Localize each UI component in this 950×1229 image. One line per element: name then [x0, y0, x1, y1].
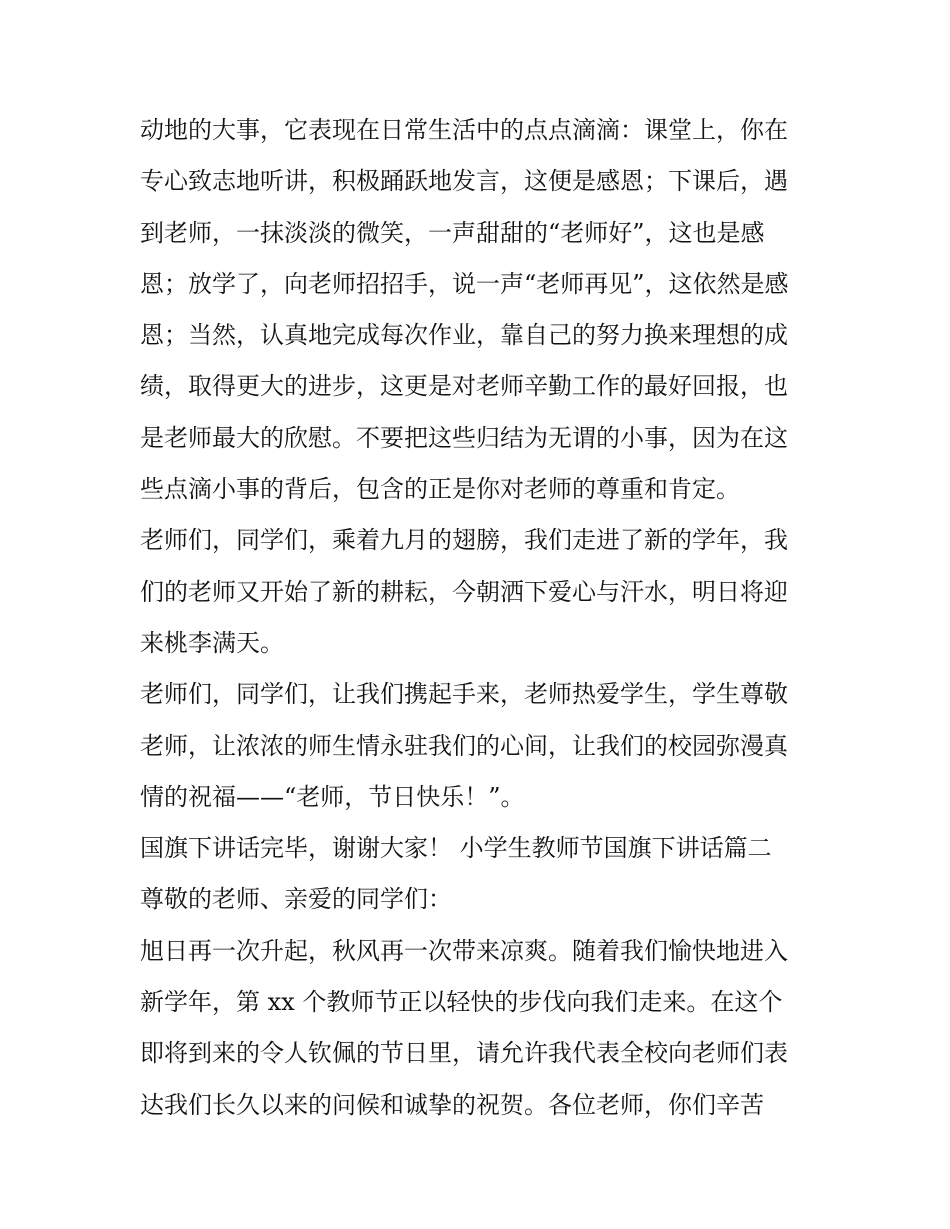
text-line: 达我们长久以来的问候和诚挚的祝贺。各位老师，你们辛苦 — [140, 1090, 764, 1119]
text-line: 老师们，同学们，让我们携起手来，老师热爱学生，学生尊敬 — [140, 680, 788, 709]
text-line: 情的祝福——“老师，节日快乐！”。 — [140, 782, 525, 811]
text-line: 到老师，一抹淡淡的微笑，一声甜甜的“老师好”，这也是感 — [140, 218, 765, 247]
text-line: 尊敬的老师、亲爱的同学们： — [140, 885, 452, 914]
text-line: 恩；当然，认真地完成每次作业，靠自己的努力换来理想的成 — [140, 321, 788, 350]
text-line: 老师们，同学们，乘着九月的翅膀，我们走进了新的学年，我 — [140, 526, 788, 555]
text-line: 旭日再一次升起，秋风再一次带来凉爽。随着我们愉快地进入 — [140, 936, 788, 965]
text-line: 们的老师又开始了新的耕耘，今朝洒下爱心与汗水，明日将迎 — [140, 577, 788, 606]
text-line: 绩，取得更大的进步，这更是对老师辛勤工作的最好回报，也 — [140, 372, 788, 401]
text-line: 些点滴小事的背后，包含的正是你对老师的尊重和肯定。 — [140, 475, 740, 504]
text-line: 老师，让浓浓的师生情永驻我们的心间，让我们的校园弥漫真 — [140, 731, 788, 760]
document-body — [140, 105, 820, 1131]
text-line: 国旗下讲话完毕，谢谢大家！ 小学生教师节国旗下讲话篇二 — [140, 834, 772, 863]
text-line: 恩；放学了，向老师招招手，说一声“老师再见”，这依然是感 — [140, 269, 789, 298]
text-line: 来桃李满天。 — [140, 628, 284, 657]
text-line: 新学年，第 xx 个教师节正以轻快的步伐向我们走来。在这个 — [140, 988, 783, 1017]
text-line: 专心致志地听讲，积极踊跃地发言，这便是感恩；下课后，遇 — [140, 167, 788, 196]
text-line: 动地的大事，它表现在日常生活中的点点滴滴：课堂上，你在 — [140, 116, 788, 144]
text-line: 即将到来的令人钦佩的节日里，请允许我代表全校向老师们表 — [140, 1039, 788, 1068]
text-line: 是老师最大的欣慰。不要把这些归结为无谓的小事，因为在这 — [140, 423, 788, 452]
